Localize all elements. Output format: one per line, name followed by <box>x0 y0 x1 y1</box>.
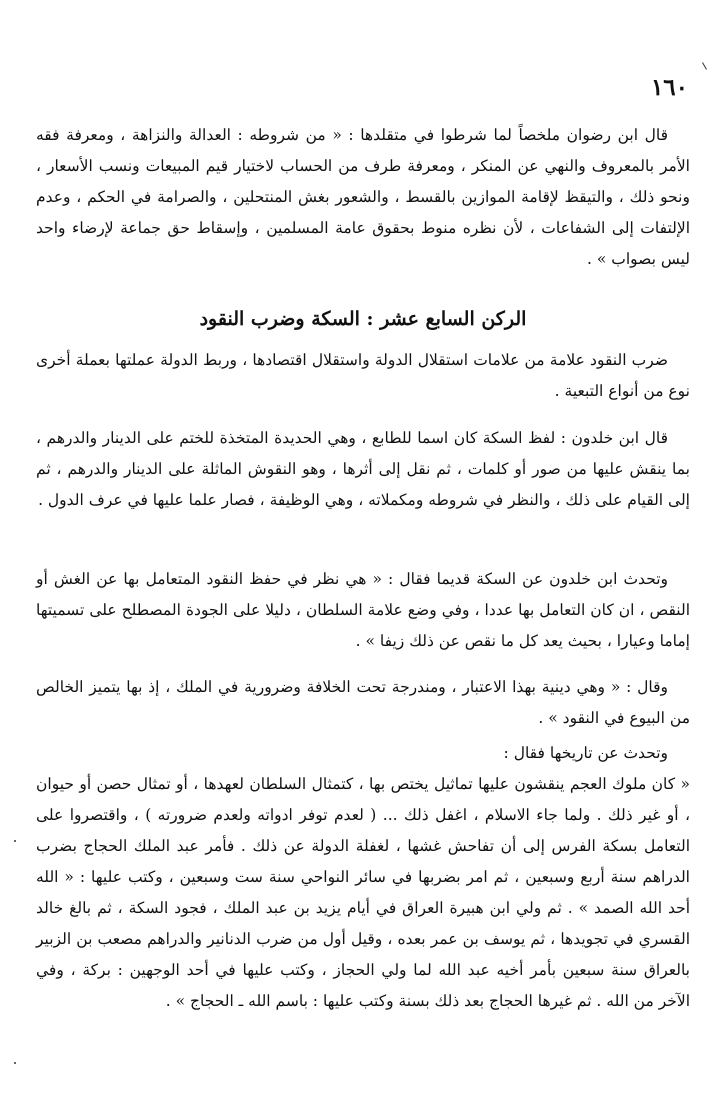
scan-mark <box>702 62 707 69</box>
scan-mark <box>14 1062 16 1064</box>
paragraph-religious-aspect: وقال : « وهي دينية بهذا الاعتبار ، ومندرجة تحت الخلافة وضرورية في الملك ، إذ بها يتميز الخالص من البيوع في النقود » . <box>36 678 690 727</box>
scan-mark <box>14 840 16 842</box>
paragraph-ibn-khaldun-definition: قال ابن خلدون : لفظ السكة كان اسما للطابع ، وهي الحديدة المتخذة للختم على الدينار والدرهم ، بما ينقش عليها من صور أو كلمات ، ثم نقل إلى أثرها ، وهو النقوش الماثلة على الدينار والدرهم ، ثم إلى القيام على ذلك ، والنظر في شروطه ومكملاته ، وهي الوظيفة ، فصار علما عليها في عرف الدول . <box>36 429 690 509</box>
page-number: ١٦٠ <box>650 74 688 101</box>
paragraph-history-intro: وتحدث عن تاريخها فقال : <box>503 744 668 762</box>
paragraph-history-quote: « كان ملوك العجم ينقشون عليها تماثيل يختص بها ، كتمثال السلطان لعهدها ، أو تمثال حصن أو حيوان ، أو غير ذلك . ولما جاء الاسلام ، اغفل ذلك ... ( لعدم توفر ادواته ولعدم ضرورته ) ، واقتصروا على التعامل بسكة الفرس إلى أن تفاحش غشها ، لغفلة الدولة عن ذلك . فأمر عبد الملك الحجاج بضرب الدراهم سنة أربع وسبعين ، ثم امر بضربها في سائر النواحي سنة ست وسبعين ، وكتب عليها : « الله أحد الله الصمد » . ثم ولي ابن هبيرة العراق في أيام يزيد بن عبد الملك ، فجود السكة ، ثم بالغ خالد القسري في تجويدها ، ثم يوسف بن عمر بعده ، وقيل أول من ضرب الدنانير والدراهم مصعب بن الزبير بالعراق سنة سبعين بأمر أخيه عبد الله لما ولي الحجاز ، وكتب عليها في أحد الوجهين : بركة ، وفي الآخر من الله . ثم غيرها الحجاج بعد ذلك بسنة وكتب عليها : باسم الله ـ الحجاج » . <box>36 775 690 1010</box>
section-heading: الركن السابع عشر : السكة وضرب النقود <box>199 308 527 330</box>
paragraph-ibn-ridwan: قال ابن رضوان ملخصاً لما شرطوا في متقلدها : « من شروطه : العدالة والنزاهة ، ومعرفة فقه الأمر بالمعروف والنهي عن المنكر ، ومعرفة طرف من الحساب لاختيار قيم المبيعات ونسب الأسعار ، ونحو ذلك ، والتيقظ لإقامة الموازين بالقسط ، والشعور بغش المنتحلين ، والصرامة في الحكم ، وعدم الإلتفات إلى الشفاعات ، لأن نظره منوط بحقوق عامة المسلمين ، وإسقاط حق جماعة لإرضاء واحد ليس بصواب » . <box>36 126 690 268</box>
paragraph-ibn-khaldun-ancient: وتحدث ابن خلدون عن السكة قديما فقال : « هي نظر في حفظ النقود المتعامل بها عن الغش أو النقص ، ان كان التعامل بها عددا ، وفي وضع علامة السلطان ، دليلا على الجودة المصطلح على تسميتها إماما وعيارا ، بحيث يعد كل ما نقص عن ذلك زيفا » . <box>36 570 690 650</box>
paragraph-coin-minting: ضرب النقود علامة من علامات استقلال الدولة واستقلال اقتصادها ، وربط الدولة عملتها بعملة أخرى نوع من أنواع التبعية . <box>36 351 690 400</box>
